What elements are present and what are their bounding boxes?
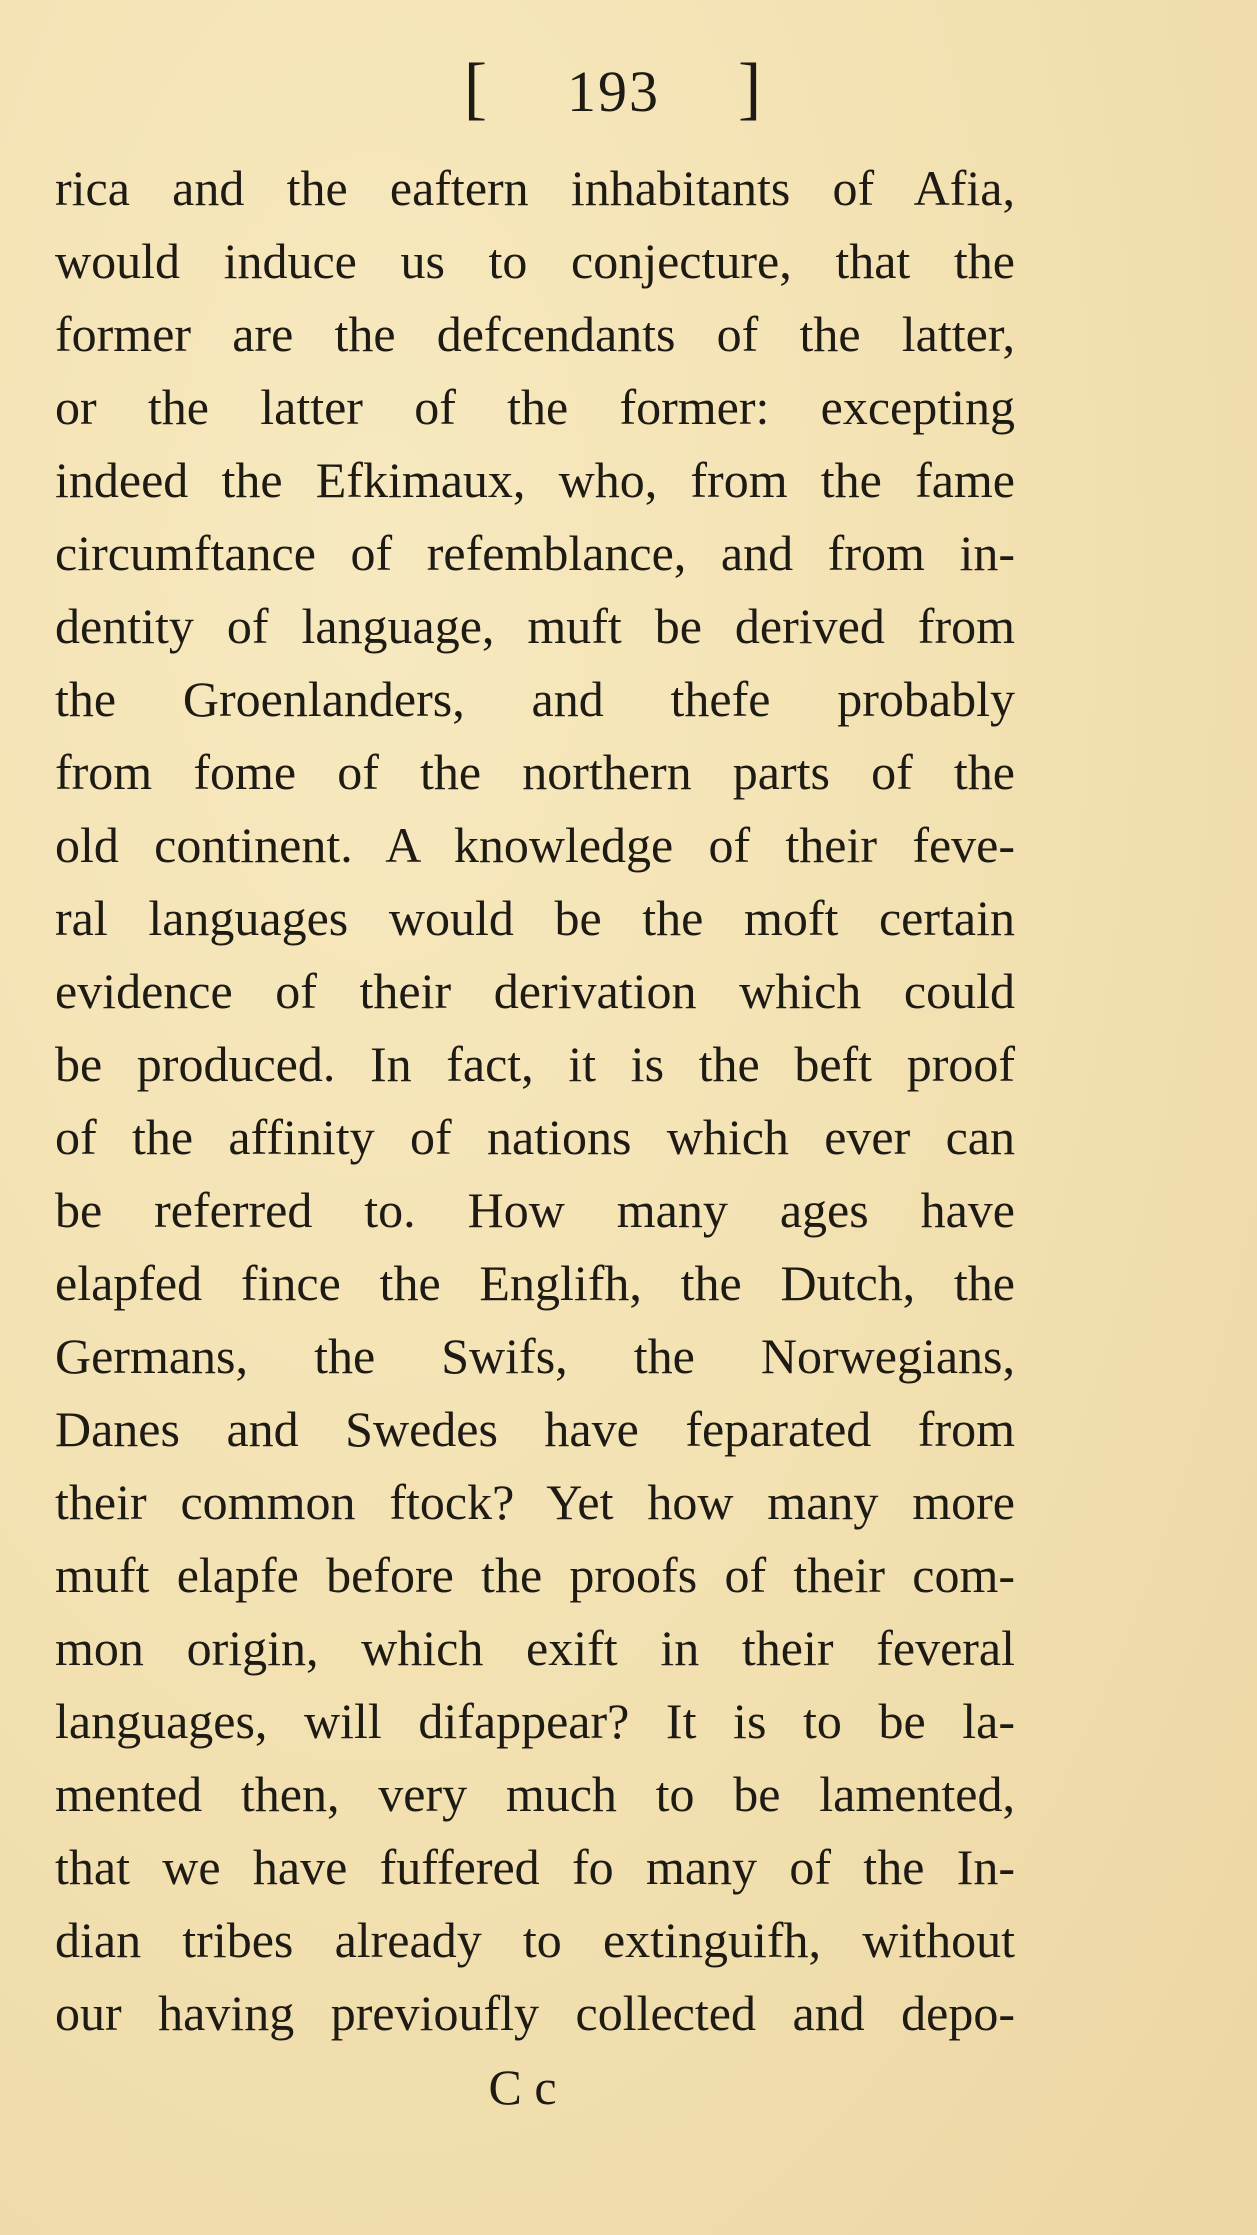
text-line: Danes and Swedes have feparated from bbox=[55, 1401, 1015, 1457]
text-line: Germans, the Swifs, the Norwegians, bbox=[55, 1328, 1015, 1384]
page-header bbox=[0, 44, 1257, 134]
page-number: 193 bbox=[567, 59, 660, 124]
text-line: be referred to. How many ages have bbox=[55, 1182, 1015, 1238]
text-line: evidence of their derivation which could bbox=[55, 963, 1015, 1019]
text-line: dentity of language, muft be derived from bbox=[55, 598, 1015, 654]
left-bracket: [ bbox=[463, 50, 489, 127]
text-line: mented then, very much to be lamented, bbox=[55, 1766, 1015, 1822]
text-line: former are the defcendants of the latter, bbox=[55, 306, 1015, 362]
text-line: indeed the Efkimaux, who, from the fame bbox=[55, 452, 1015, 508]
text-line: of the affinity of nations which ever can bbox=[55, 1109, 1015, 1165]
text-line: ral languages would be the moft certain bbox=[55, 890, 1015, 946]
text-line: be produced. In fact, it is the beft proof bbox=[55, 1036, 1015, 1092]
text-line: muft elapfe before the proofs of their com- bbox=[55, 1547, 1015, 1603]
text-line: or the latter of the former: excepting bbox=[55, 379, 1015, 435]
text-line: the Groenlanders, and thefe probably bbox=[55, 671, 1015, 727]
text-line: our having previoufly collected and depo- bbox=[55, 1985, 1015, 2041]
text-line: circumftance of refemblance, and from in- bbox=[55, 525, 1015, 581]
text-line: elapfed fince the Englifh, the Dutch, the bbox=[55, 1255, 1015, 1311]
text-line: would induce us to conjecture, that the bbox=[55, 233, 1015, 289]
body-text bbox=[55, 152, 1015, 2050]
text-line: their common ftock? Yet how many more bbox=[55, 1474, 1015, 1530]
right-bracket: ] bbox=[738, 50, 764, 127]
text-line: rica and the eaftern inhabitants of Afia, bbox=[55, 160, 1015, 216]
text-line: mon origin, which exift in their feveral bbox=[55, 1620, 1015, 1676]
text-line: that we have fuffered fo many of the In- bbox=[55, 1839, 1015, 1895]
text-line: languages, will difappear? It is to be la- bbox=[55, 1693, 1015, 1749]
signature-mark-wrapper bbox=[0, 2052, 1035, 2122]
signature-mark: C c bbox=[488, 2059, 557, 2115]
text-line: from fome of the northern parts of the bbox=[55, 744, 1015, 800]
text-line: old continent. A knowledge of their feve- bbox=[55, 817, 1015, 873]
text-line: dian tribes already to extinguifh, without bbox=[55, 1912, 1015, 1968]
